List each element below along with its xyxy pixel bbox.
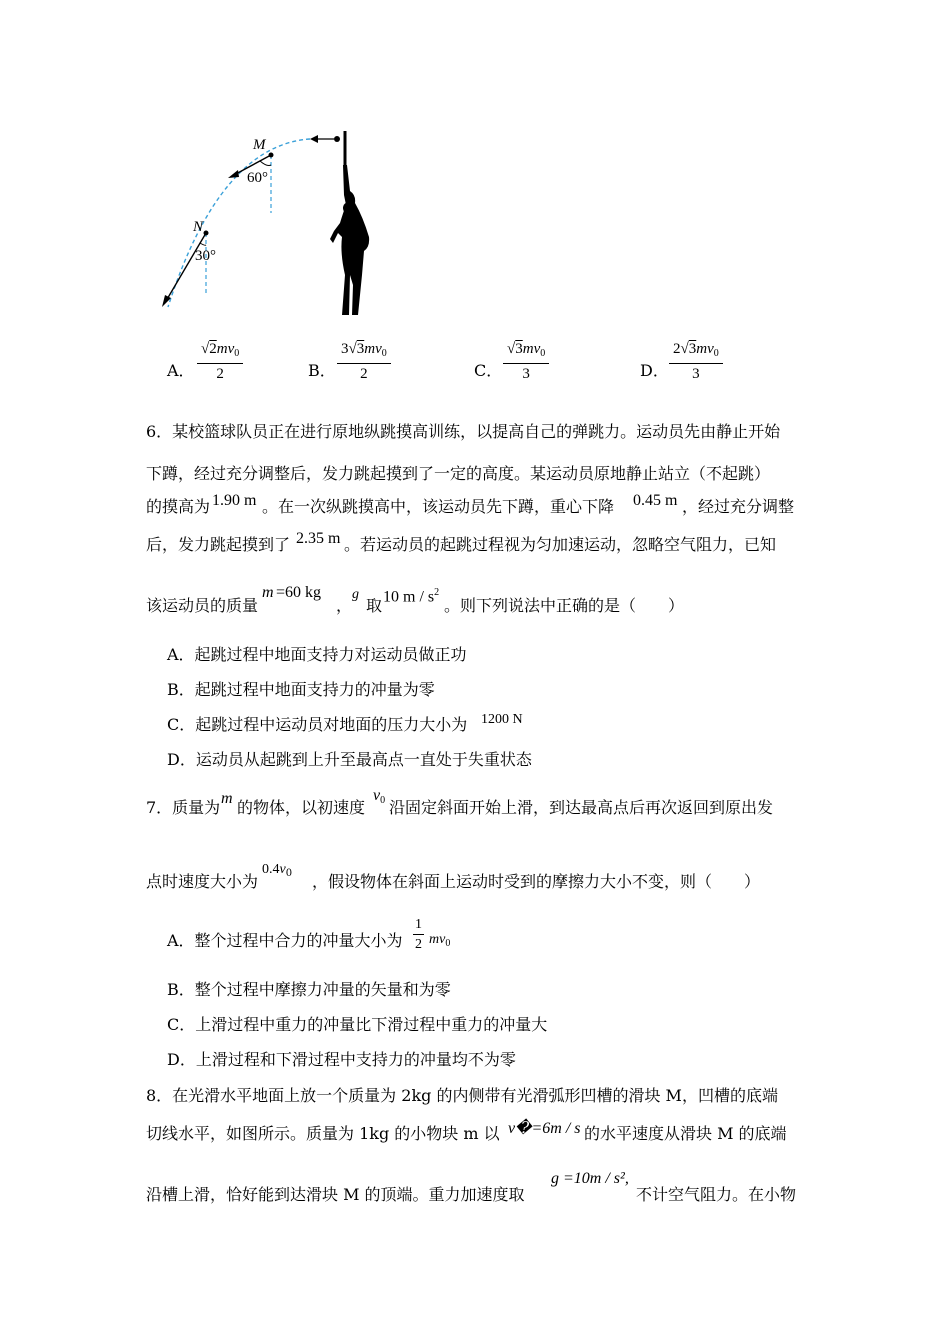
q6-line5a: 该运动员的质量 — [146, 596, 259, 615]
q8-line2a: 切线水平，如图所示。质量为 1kg 的小物块 m 以 — [146, 1124, 500, 1143]
q6-line2: 下蹲，经过充分调整后，发力跳起摸到了一定的高度。某运动员原地静止站立（不起跳） — [146, 464, 771, 483]
trajectory-figure — [150, 125, 390, 325]
q6-line4a: 后，发力跳起摸到了 — [146, 535, 291, 554]
option-letter: D． — [640, 361, 669, 380]
q6-g-val: 10 m / $s^2$ — [383, 587, 440, 606]
num-coef: 3 — [341, 341, 349, 357]
q6-mass-val: =60 kg — [276, 584, 322, 601]
q6-height-standing: 1.90 m — [212, 492, 257, 509]
q8-line3b: 不计空气阻力。在小物 — [636, 1185, 797, 1204]
option-letter: A． — [167, 361, 195, 380]
player-silhouette — [330, 165, 369, 315]
q7-option-A-tail: $mv_0$ — [429, 932, 451, 949]
num-root: 2 — [209, 341, 217, 357]
q7-option-D[interactable]: D．上滑过程和下滑过程中支持力的冲量均不为零 — [167, 1050, 516, 1069]
q7-v-var: $v_0$ — [373, 787, 386, 806]
den: 3 — [522, 366, 530, 382]
q8-gravity: g =10m / s², — [551, 1170, 629, 1187]
q7-line2a: 点时速度大小为 — [146, 872, 259, 891]
q8-line3a: 沿槽上滑，恰好能到达滑块 M 的顶端。重力加速度取 — [146, 1185, 525, 1204]
q6-line1: 6．某校篮球队员正在进行原地纵跳摸高训练，以提高自己的弹跳力。运动员先由静止开始 — [146, 422, 781, 441]
q6-g-var: g — [352, 587, 359, 602]
q7-option-A[interactable]: A．整个过程中合力的冲量大小为 — [167, 931, 403, 950]
q8-line2b: 的水平速度从滑块 M 的底端 — [584, 1124, 787, 1143]
q6-line3b: 。在一次纵跳摸高中，该运动员先下蹲，重心下降 — [262, 497, 615, 516]
ball — [334, 136, 340, 142]
q7-mass-var: m — [221, 790, 233, 807]
label-angle-30: 30° — [195, 248, 216, 264]
q6-option-C-value: 1200 N — [481, 712, 523, 727]
q6-line4b: 。若运动员的起跳过程视为匀加速运动，忽略空气阻力，已知 — [344, 535, 777, 554]
num-root: 3 — [515, 341, 523, 357]
q7-line1a: 7．质量为 — [146, 798, 221, 817]
den: 3 — [692, 366, 700, 382]
q6-option-D[interactable]: D．运动员从起跳到上升至最高点一直处于失重状态 — [167, 750, 532, 769]
angle-arc-M — [260, 161, 271, 166]
num-coef: 2 — [673, 341, 681, 357]
label-N: N — [193, 219, 204, 235]
q6-comma: ， — [336, 596, 353, 615]
num-tail: mv — [522, 341, 541, 357]
den: 2 — [360, 366, 368, 382]
q6-line3c: ，经过充分调整 — [682, 497, 795, 516]
arrowhead-M — [228, 170, 239, 178]
q8-line1: 8．在光滑水平地面上放一个质量为 2kg 的内侧带有光滑弧形凹槽的滑块 M，凹槽的底端 — [146, 1086, 778, 1105]
q7-option-B[interactable]: B．整个过程中摩擦力冲量的矢量和为零 — [167, 980, 451, 999]
q7-option-A-fraction: $\frac{1}{2}$ — [415, 917, 422, 952]
num-root: 3 — [688, 341, 697, 357]
num-tail: mv — [696, 341, 714, 357]
player-head — [343, 202, 355, 214]
num-sub: 0 — [713, 348, 719, 359]
num-tail: mv — [364, 341, 382, 357]
q6-height-jump: 2.35 m — [296, 530, 341, 547]
angle-arc-N — [200, 243, 206, 245]
q7-line1c: 沿固定斜面开始上滑，到达最高点后再次返回到原出发 — [389, 798, 774, 817]
den: 2 — [216, 366, 224, 382]
num-tail: mv — [216, 341, 235, 357]
q6-line3a: 的摸高为 — [146, 497, 211, 516]
q6-mass-var: m — [262, 584, 274, 601]
ball-arrowhead — [310, 135, 318, 143]
num-sub: 0 — [540, 348, 546, 359]
num-sub: 0 — [234, 348, 240, 359]
option-letter: C． — [474, 361, 503, 380]
q6-qu: 取 — [366, 596, 383, 615]
option-letter: B． — [308, 361, 336, 380]
q7-line1b: 的物体，以初速度 — [237, 798, 366, 817]
q7-option-C[interactable]: C．上滑过程中重力的冲量比下滑过程中重力的冲量大 — [167, 1015, 548, 1034]
q8-velocity: v�=6m / s — [508, 1120, 581, 1137]
q6-crouch-drop: 0.45 m — [633, 492, 678, 509]
num-sub: 0 — [381, 348, 387, 359]
label-angle-60: 60° — [247, 170, 268, 186]
num-root: 3 — [356, 341, 365, 357]
q7-line2b: ，假设物体在斜面上运动时受到的摩擦力大小不变，则（ ） — [312, 872, 761, 891]
q6-option-C[interactable]: C．起跳过程中运动员对地面的压力大小为 — [167, 715, 468, 734]
q6-option-A[interactable]: A．起跳过程中地面支持力对运动员做正功 — [167, 645, 467, 664]
trajectory-curve — [168, 139, 310, 307]
q6-option-B[interactable]: B．起跳过程中地面支持力的冲量为零 — [167, 680, 435, 699]
q7-speed: $0.4v_0$ — [262, 862, 293, 879]
label-M: M — [253, 137, 266, 153]
q6-line5b: 。则下列说法中正确的是（ ） — [444, 596, 685, 615]
